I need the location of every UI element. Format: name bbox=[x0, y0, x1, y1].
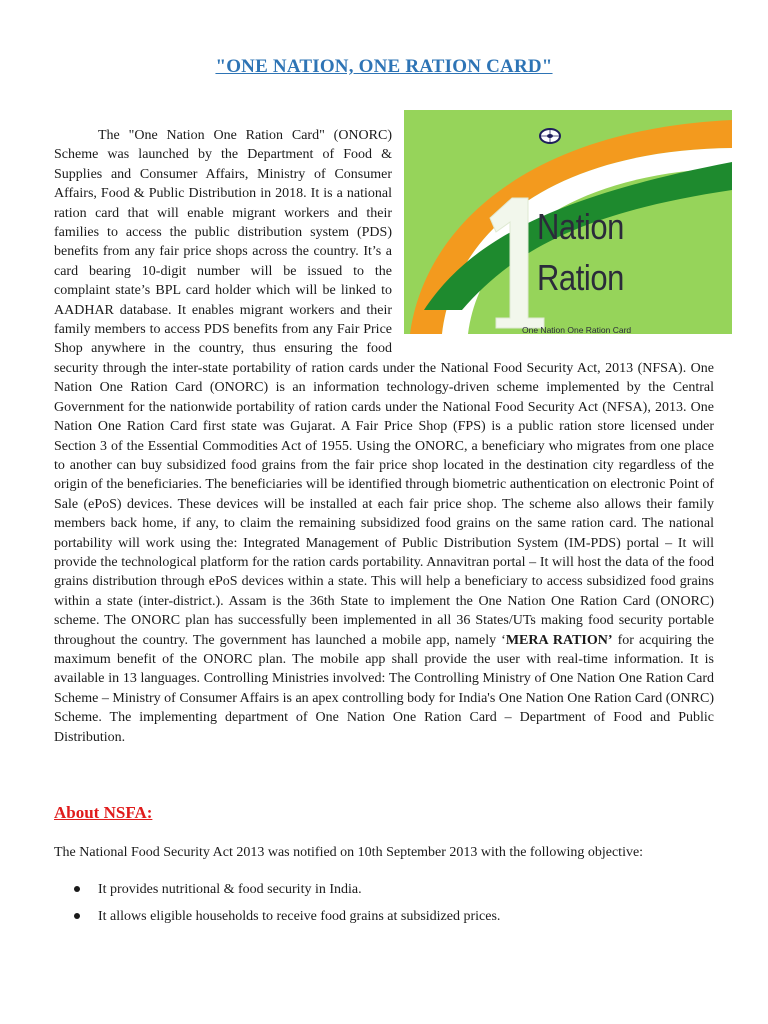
bullet-icon bbox=[74, 913, 80, 919]
mera-ration-app-name: MERA RATION’ bbox=[505, 632, 613, 648]
section-intro: The National Food Security Act 2013 was notified on 10th September 2013 with the following objective: bbox=[54, 845, 644, 860]
objective-list bbox=[54, 880, 714, 934]
list-item-text: It allows eligible households to receive food grains at subsidized prices. bbox=[98, 909, 501, 924]
bullet-icon bbox=[74, 886, 80, 892]
onorc-logo-image bbox=[404, 110, 732, 334]
paragraph-text-end: for acquiring the maximum benefit of the ONORC plan. The mobile app shall provide the user with real-time information. It is available in 13 languages. Controlling Ministries involved: The Controlling Ministry of One Nation One Ration Card Scheme – Ministry of Consumer Affairs is an apex controlling body for India's One Nation One Ration Card (ONRC) Scheme. The implementing department of One Nation One Ration Card – Department of Food and Public Distribution. bbox=[54, 632, 715, 745]
section-heading-nsfa: About NSFA: bbox=[54, 803, 153, 822]
logo-text-nation: Nation bbox=[537, 206, 624, 247]
list-item bbox=[54, 907, 714, 934]
logo-caption: One Nation One Ration Card bbox=[522, 325, 632, 334]
logo-text-ration: Ration bbox=[537, 257, 624, 298]
page-title: "ONE NATION, ONE RATION CARD" bbox=[215, 56, 553, 77]
list-item bbox=[54, 880, 714, 907]
list-item-text: It provides nutritional & food security in India. bbox=[98, 882, 362, 897]
paragraph-text-start: The "One Nation One Ration Card" (ONORC) Scheme was launched by the Department of Food & Supplies and Consumer Affairs, Ministry of Consumer Affairs, Food & Public Distribution in 2018. It is a national ration card that will enable migrant workers and their families to access the public distribution system (PDS) benefits from any fair price shops across the country. It’s a card bearing 10-digit number will be issued to the complaint state’s BPL card holder which will be linked to AADHAR database. It enables migrant workers and their family members to access PDS benefits from any Fair Price Shop anywhere in the country, thus ensuring the food security through the inter-state portability of ration cards under the National Food Security Act, 2013 (NFSA). One Nation One Ration Card (ONORC) is an information technology-driven scheme implemented by the Central Government for the nationwide portability of ration cards under the National Food Security Act (NFSA), 2013. One Nation One Ration Card first state was Gujarat. A Fair Price Shop (FPS) is a public ration store licensed under Section 3 of the Essential Commodities Act of 1955. Using the ONORC, a beneficiary who migrates from one place to another can buy subsidized food grains from the fair price shop located in the destination city regardless of the origin of the beneficiaries. The beneficiaries will be identified through biometric authentication on electronic Point of Sale (ePoS) devices. These devices will be installed at each fair price shop. The scheme also allows their family members back home, if any, to claim the remaining subsidized food grains on the same ration card. The national portability will work using the: Integrated Management of Public Distribution System (IM-PDS) portal – It will provide the technological platform for the ration cards portability. Annavitran portal – It will host the data of the food grains distribution through ePoS devices within a state. This will help a beneficiary to access subsidized food grains within a state (inter-district.). Assam is the 36th State to implement the One Nation One Ration Card (ONORC) scheme. The ONORC plan has successfully been implemented in all 36 States/UTs making food security portable throughout the country. The government has launched a mobile app, namely ‘ bbox=[54, 128, 714, 648]
main-paragraph bbox=[54, 126, 714, 747]
